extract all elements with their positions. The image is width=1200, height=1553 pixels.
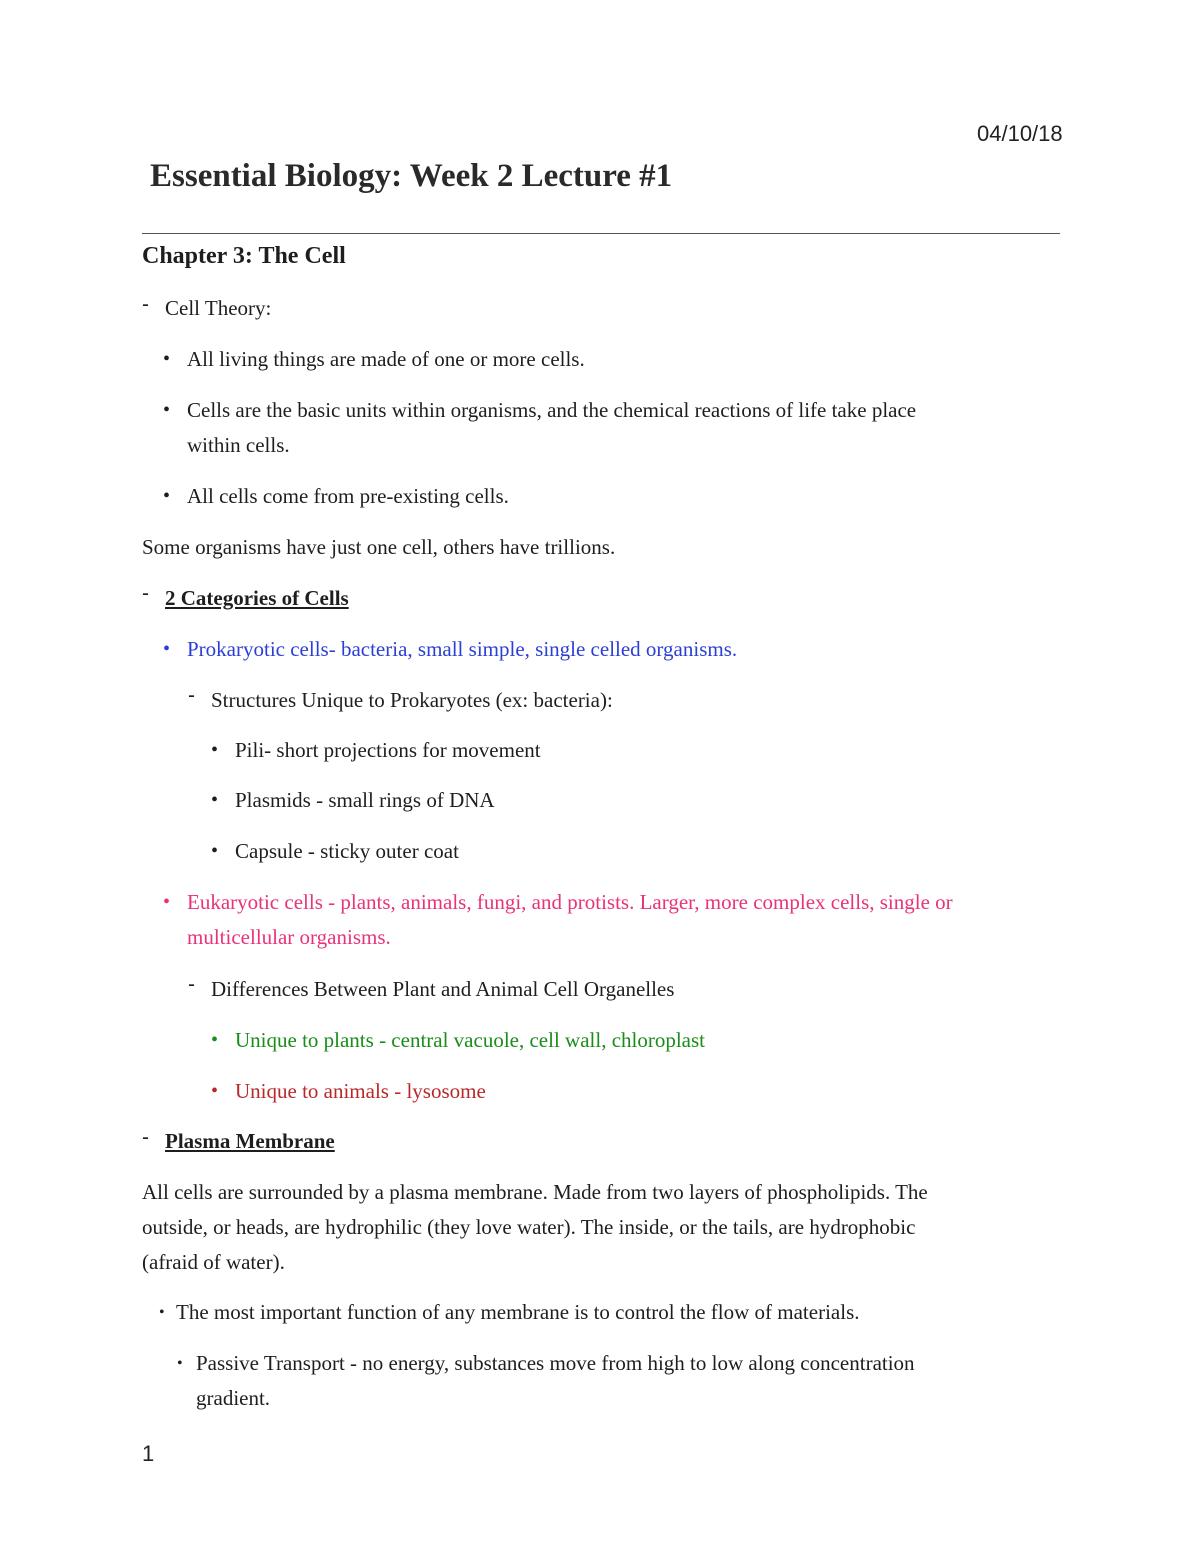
bullet-icon: •: [211, 1080, 219, 1102]
dash-marker: -: [142, 1126, 149, 1149]
list-item-continuation: gradient.: [196, 1386, 271, 1410]
bullet-icon: •: [211, 840, 219, 862]
bullet-icon: •: [163, 891, 171, 913]
page-title: Essential Biology: Week 2 Lecture #1: [150, 158, 673, 194]
plasma-membrane-heading: Plasma Membrane: [165, 1129, 335, 1153]
list-item-continuation: within cells.: [187, 433, 290, 457]
dash-marker: -: [188, 973, 195, 996]
document-date: 04/10/18: [977, 121, 1063, 146]
list-item: Cells are the basic units within organisms, and the chemical reactions of life take place: [187, 398, 917, 422]
bullet-icon: •: [211, 739, 219, 761]
dash-marker: -: [142, 293, 149, 316]
bullet-icon: •: [163, 485, 171, 507]
bullet-icon: •: [177, 1355, 183, 1372]
dash-marker: -: [142, 582, 149, 605]
paragraph: Some organisms have just one cell, others have trillions.: [142, 535, 616, 559]
bullet-icon: •: [163, 399, 171, 421]
list-item: Capsule - sticky outer coat: [235, 839, 459, 863]
differences-heading: Differences Between Plant and Animal Cell Organelles: [211, 977, 675, 1001]
bullet-icon: •: [163, 348, 171, 370]
title-divider: [142, 233, 1060, 234]
paragraph: All cells are surrounded by a plasma membrane. Made from two layers of phospholipids. The: [142, 1180, 928, 1204]
page-number: 1: [142, 1441, 155, 1466]
paragraph-continuation: outside, or heads, are hydrophilic (they love water). The inside, or the tails, are hydrophobic: [142, 1215, 916, 1239]
list-item: Passive Transport - no energy, substances move from high to low along concentration: [196, 1351, 915, 1375]
list-item: Pili- short projections for movement: [235, 738, 541, 762]
list-item: All cells come from pre-existing cells.: [187, 484, 509, 508]
bullet-icon: •: [211, 1029, 219, 1051]
bullet-icon: •: [159, 1304, 165, 1321]
bullet-icon: •: [163, 638, 171, 660]
list-item: All living things are made of one or more cells.: [187, 347, 585, 371]
list-item: The most important function of any membrane is to control the flow of materials.: [176, 1300, 860, 1324]
dash-marker: -: [188, 684, 195, 707]
prokaryotic-item: Prokaryotic cells- bacteria, small simple, single celled organisms.: [187, 637, 738, 661]
list-item: Plasmids - small rings of DNA: [235, 788, 495, 812]
cell-theory-heading: Cell Theory:: [165, 296, 272, 320]
paragraph-continuation: (afraid of water).: [142, 1250, 285, 1274]
animals-item: Unique to animals - lysosome: [235, 1079, 486, 1103]
eukaryotic-item-continuation: multicellular organisms.: [187, 925, 391, 949]
categories-heading: 2 Categories of Cells: [165, 586, 349, 610]
eukaryotic-item: Eukaryotic cells - plants, animals, fungi, and protists. Larger, more complex cells, single or: [187, 890, 953, 914]
prokaryote-structures-heading: Structures Unique to Prokaryotes (ex: bacteria):: [211, 688, 613, 712]
plants-item: Unique to plants - central vacuole, cell wall, chloroplast: [235, 1028, 706, 1052]
chapter-heading: Chapter 3: The Cell: [142, 243, 346, 269]
bullet-icon: •: [211, 789, 219, 811]
